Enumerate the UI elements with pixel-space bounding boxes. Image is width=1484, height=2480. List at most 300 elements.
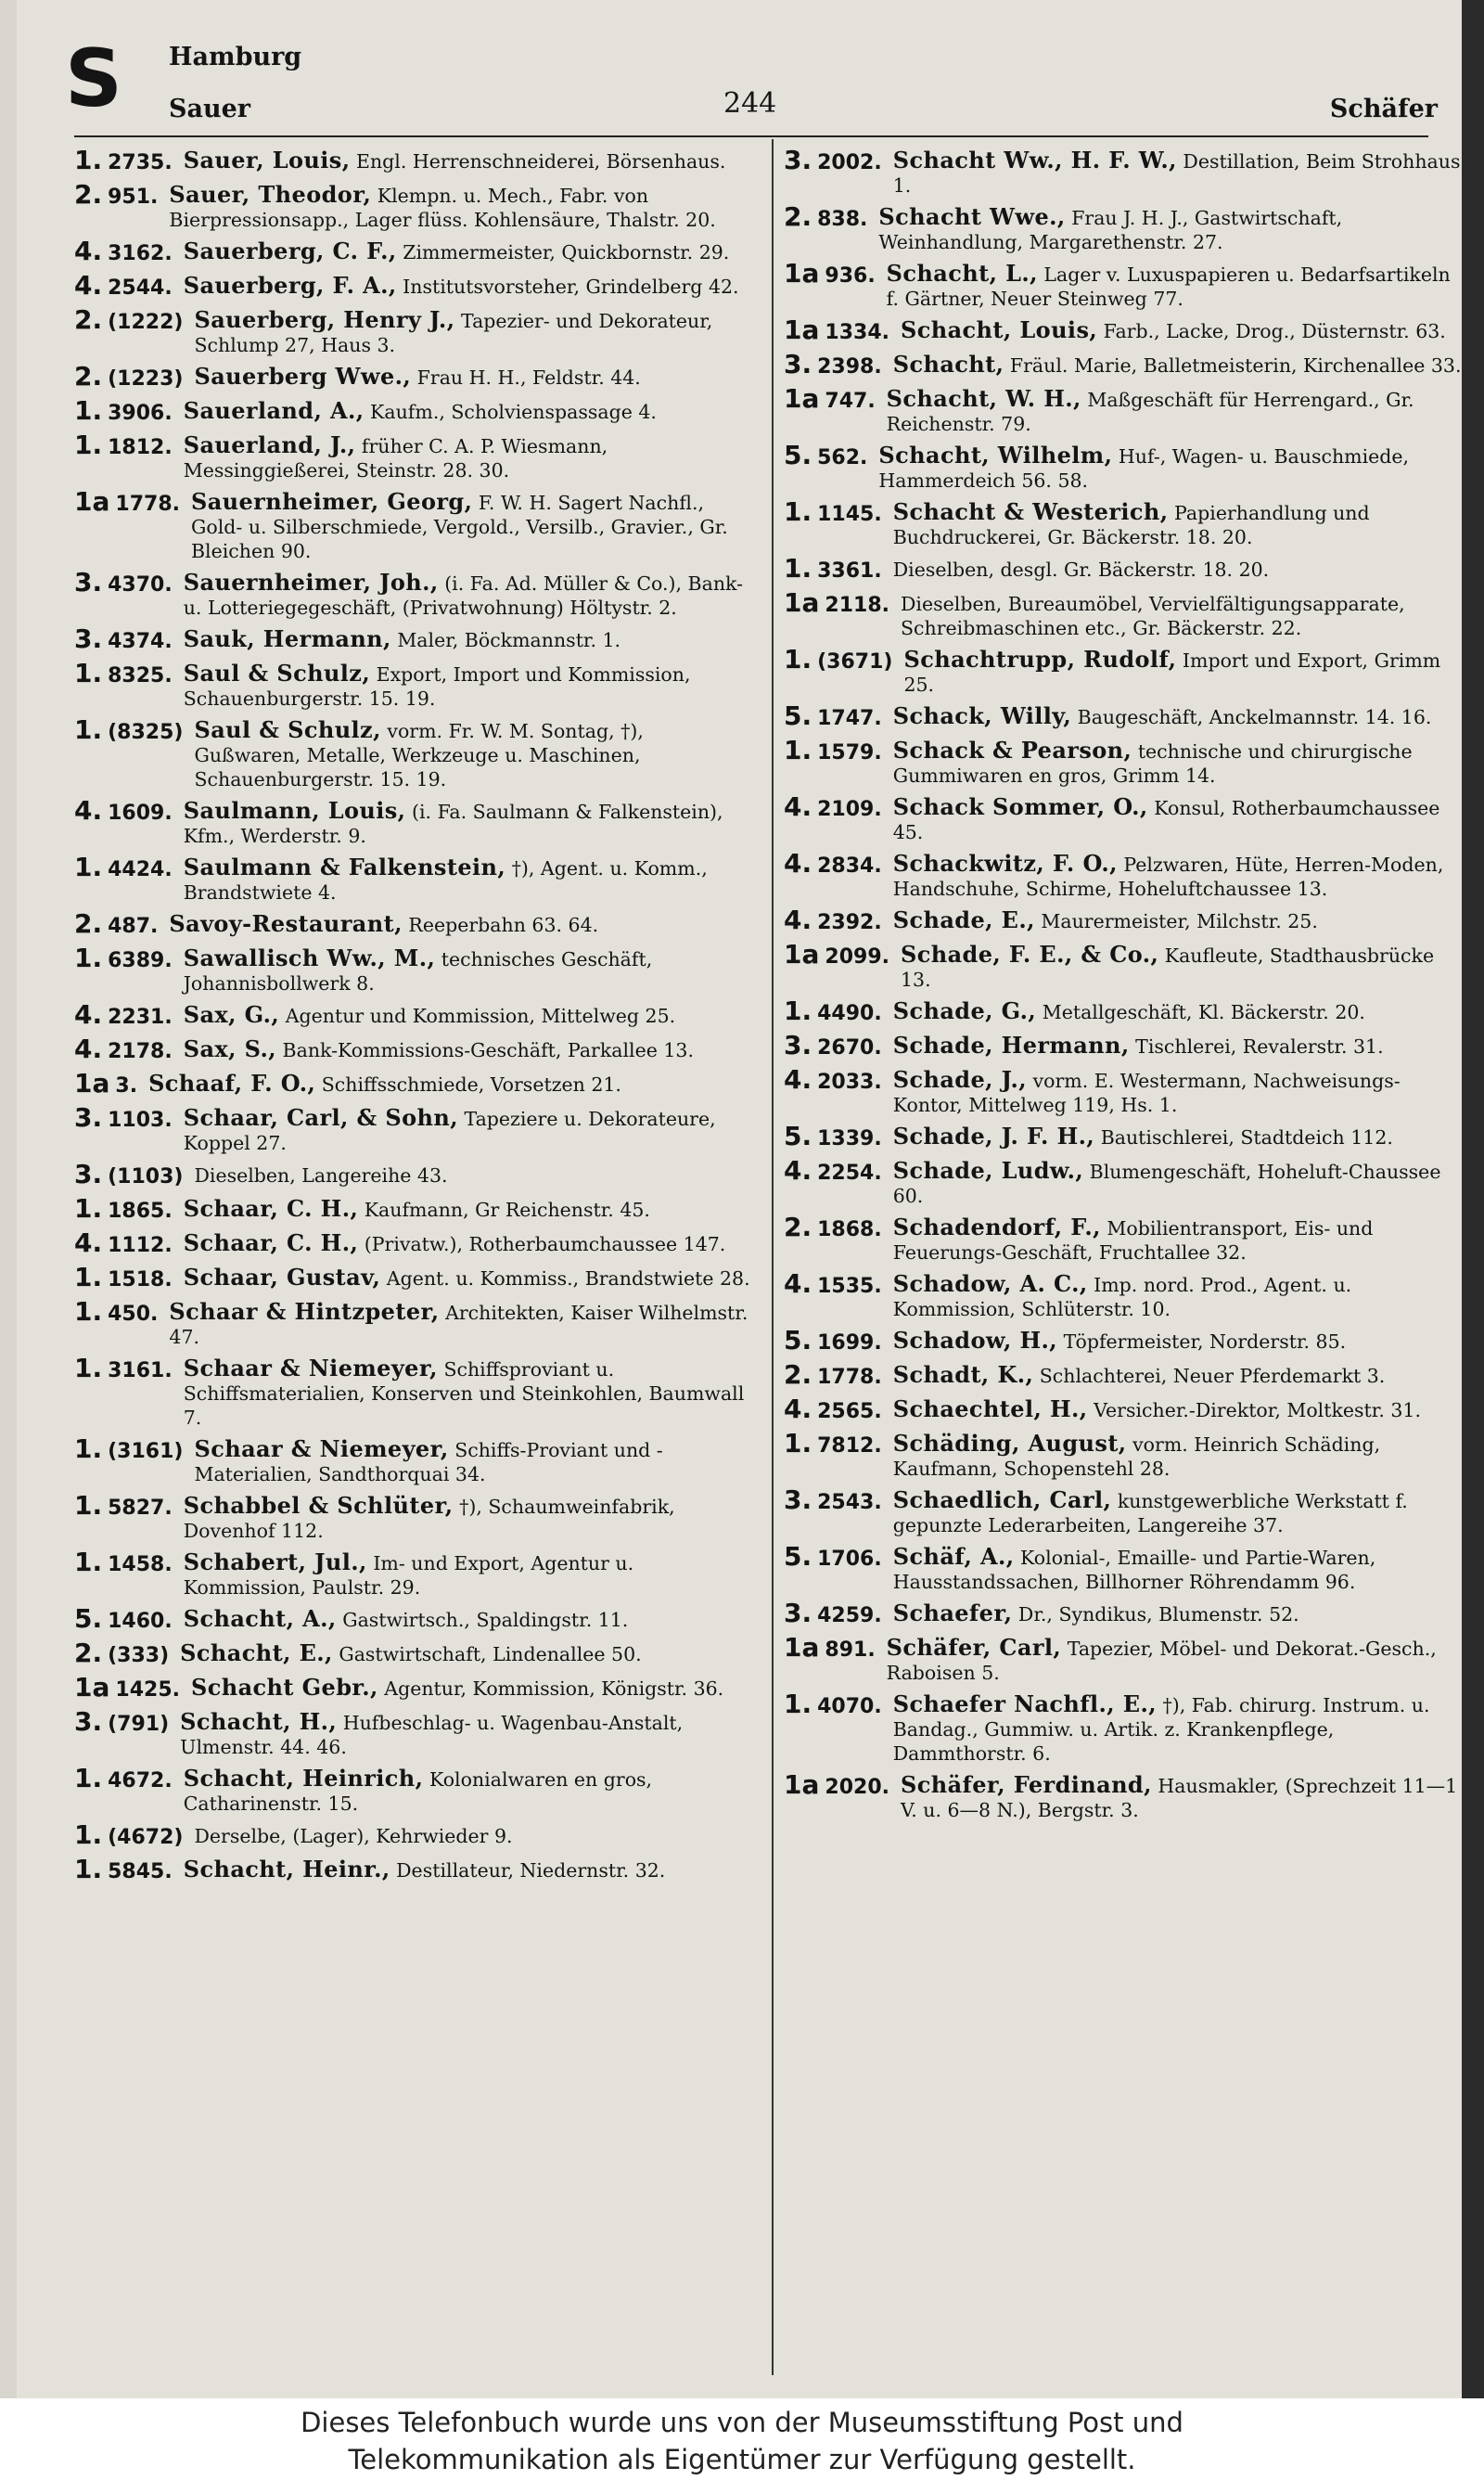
subscriber-name: Schäfer, Carl, bbox=[886, 1634, 1062, 1661]
entry-text bbox=[893, 557, 1465, 582]
phone-number bbox=[74, 1159, 194, 1189]
subscriber-name: Schack Sommer, O., bbox=[892, 793, 1148, 820]
subscriber-name: Schäf, A., bbox=[892, 1543, 1015, 1570]
phone-number bbox=[74, 714, 194, 745]
subscriber-name: Sauerland, A., bbox=[183, 397, 365, 424]
subscriber-name: Sauer, Theodor, bbox=[169, 181, 372, 208]
exchange-district: 3. bbox=[784, 1030, 812, 1060]
entry-text bbox=[893, 795, 1465, 844]
phone-number bbox=[74, 1034, 184, 1064]
line-number: 1460. bbox=[108, 1610, 173, 1633]
subscriber-details: Derselbe, (Lager), Kehrwieder 9. bbox=[194, 1825, 513, 1847]
directory-entry bbox=[784, 1394, 1465, 1424]
subscriber-name: Sauernheimer, Georg, bbox=[190, 488, 473, 515]
exchange-district: 1. bbox=[74, 1262, 103, 1292]
line-number: 2543. bbox=[817, 1491, 882, 1514]
exchange-district: 4. bbox=[784, 1064, 812, 1095]
directory-entry bbox=[784, 1064, 1465, 1117]
line-number: 1458. bbox=[108, 1553, 173, 1576]
subscriber-name: Sauer, Louis, bbox=[183, 148, 351, 173]
subscriber-name: Schäfer, Ferdinand, bbox=[900, 1771, 1152, 1798]
subscriber-name: Schadt, K., bbox=[892, 1361, 1034, 1388]
exchange-district: 1a bbox=[784, 1632, 820, 1663]
line-number: 1535. bbox=[817, 1275, 882, 1298]
exchange-district: 4. bbox=[784, 905, 812, 935]
exchange-district: 1a bbox=[74, 1672, 110, 1703]
directory-entry bbox=[74, 430, 756, 482]
subscriber-name: Schaar, C. H., bbox=[183, 1195, 359, 1222]
entry-text bbox=[887, 1636, 1465, 1685]
subscriber-name: Schade, F. E., & Co., bbox=[900, 941, 1159, 968]
directory-entry bbox=[784, 848, 1465, 901]
entry-text bbox=[194, 1437, 756, 1486]
subscriber-name: Schacht, Louis, bbox=[900, 316, 1098, 343]
subscriber-name: Schacht, bbox=[892, 351, 1004, 378]
subscriber-name: Schachtrupp, Rudolf, bbox=[903, 646, 1177, 673]
phone-number bbox=[784, 1064, 893, 1095]
subscriber-details: Tapeziere u. Dekorateure, Koppel 27. bbox=[183, 1108, 716, 1154]
line-number: 4070. bbox=[817, 1695, 882, 1718]
exchange-district: 5. bbox=[784, 1325, 812, 1356]
phone-number bbox=[74, 148, 184, 175]
exchange-district: 2. bbox=[784, 1359, 812, 1390]
directory-entry bbox=[784, 148, 1465, 198]
directory-entry bbox=[784, 1484, 1465, 1537]
entry-text bbox=[893, 852, 1465, 901]
subscriber-name: Schade, J. F. H., bbox=[892, 1123, 1095, 1150]
entry-text bbox=[893, 1329, 1465, 1354]
phone-number bbox=[784, 1689, 893, 1719]
directory-entry bbox=[784, 201, 1465, 254]
exchange-district: 1a bbox=[784, 939, 820, 970]
exchange-district: 1. bbox=[74, 852, 103, 882]
subscriber-details: Dieselben, desgl. Gr. Bäckerstr. 18. 20. bbox=[892, 559, 1270, 581]
entry-text bbox=[184, 274, 756, 299]
subscriber-name: Saul & Schulz, bbox=[194, 716, 381, 743]
phone-number bbox=[74, 1638, 180, 1668]
exchange-district: 3. bbox=[74, 1102, 103, 1133]
line-number: (4672) bbox=[108, 1826, 184, 1849]
phone-number bbox=[74, 1763, 184, 1793]
directory-entry bbox=[784, 700, 1465, 731]
line-number: 2670. bbox=[817, 1036, 882, 1060]
phone-number bbox=[784, 791, 893, 822]
subscriber-details: Klempn. u. Mech., Fabr. von Bierpressionsapp., Lager flüss. Kohlensäure, Thalstr. 20. bbox=[169, 185, 716, 231]
entry-text bbox=[184, 946, 756, 996]
subscriber-details: Dieselben, Bureaumöbel, Vervielfältigungsapparate, Schreibmaschinen etc., Gr. Bäckerstr. 22. bbox=[900, 593, 1405, 639]
subscriber-details: technisches Geschäft, Johannisbollwerk 8. bbox=[183, 948, 653, 995]
line-number: 1778. bbox=[115, 493, 180, 516]
line-number: 4374. bbox=[108, 630, 173, 653]
entry-text bbox=[893, 1432, 1465, 1481]
subscriber-name: Sauerberg, Henry J., bbox=[194, 306, 455, 333]
subscriber-details: Agent. u. Kommiss., Brandstwiete 28. bbox=[386, 1267, 750, 1290]
directory-entry bbox=[784, 735, 1465, 788]
exchange-district: 3. bbox=[74, 567, 103, 598]
phone-number bbox=[74, 658, 184, 688]
subscriber-details: Kolonialwaren en gros, Catharinenstr. 15. bbox=[183, 1768, 653, 1815]
phone-number bbox=[74, 430, 184, 460]
subscriber-details: Destillateur, Niedernstr. 32. bbox=[396, 1859, 666, 1882]
directory-entry bbox=[74, 1296, 756, 1349]
line-number: 1518. bbox=[108, 1268, 173, 1291]
directory-entry bbox=[74, 1068, 756, 1099]
subscriber-details: technische und chirurgische Gummiwaren en gros, Grimm 14. bbox=[892, 740, 1413, 787]
directory-entry bbox=[784, 1689, 1465, 1766]
subscriber-name: Schacht, Wilhelm, bbox=[878, 442, 1113, 469]
line-number: 2099. bbox=[825, 945, 889, 969]
phone-number bbox=[74, 1854, 184, 1884]
directory-entry bbox=[784, 1598, 1465, 1628]
line-number: 1145. bbox=[817, 503, 882, 526]
phone-number bbox=[784, 1394, 893, 1424]
line-number: 3162. bbox=[108, 242, 173, 265]
line-number: 951. bbox=[108, 186, 159, 209]
directory-entry bbox=[74, 236, 756, 266]
exchange-district: 1a bbox=[784, 315, 820, 345]
line-number: (1222) bbox=[108, 311, 184, 334]
directory-entry bbox=[74, 148, 756, 175]
exchange-district: 2. bbox=[784, 1212, 812, 1242]
phone-number bbox=[784, 644, 903, 675]
entry-text bbox=[893, 353, 1465, 378]
line-number: 1609. bbox=[108, 802, 173, 825]
subscriber-name: Saul & Schulz, bbox=[183, 660, 371, 687]
subscriber-name: Schacht, E., bbox=[180, 1639, 333, 1666]
subscriber-details: Schiffsschmiede, Vorsetzen 21. bbox=[321, 1073, 621, 1096]
line-number: 2392. bbox=[817, 911, 882, 934]
subscriber-name: Schadendorf, F., bbox=[892, 1214, 1101, 1240]
subscriber-name: Sax, G., bbox=[183, 1001, 280, 1028]
line-number: 7812. bbox=[817, 1434, 882, 1458]
entry-text bbox=[893, 148, 1465, 198]
subscriber-details: Metallgeschäft, Kl. Bäckerstr. 20. bbox=[1042, 1001, 1365, 1023]
exchange-district: 1. bbox=[784, 1428, 812, 1458]
subscriber-name: Schabert, Jul., bbox=[183, 1548, 367, 1575]
phone-number bbox=[74, 1603, 184, 1634]
entry-text bbox=[893, 1272, 1465, 1321]
exchange-district: 1. bbox=[784, 735, 812, 765]
subscriber-details: Tapezier- und Dekorateur, Schlump 27, Haus 3. bbox=[194, 310, 713, 356]
exchange-district: 1a bbox=[784, 587, 820, 618]
entry-text bbox=[184, 855, 756, 905]
directory-entry bbox=[784, 349, 1465, 379]
exchange-district: 4. bbox=[784, 1155, 812, 1186]
subscriber-name: Schacht Wwe., bbox=[878, 203, 1066, 230]
entry-text bbox=[893, 1068, 1465, 1117]
exchange-district: 1a bbox=[74, 1068, 110, 1099]
entry-text bbox=[184, 1266, 756, 1291]
phone-number bbox=[74, 1227, 184, 1258]
subscriber-details: Frau H. H., Feldstr. 44. bbox=[416, 366, 641, 389]
entry-text bbox=[169, 183, 756, 232]
line-number: 5845. bbox=[108, 1860, 173, 1883]
phone-number bbox=[784, 1155, 893, 1186]
subscriber-details: Frau J. H. J., Gastwirtschaft, Weinhandlung, Margarethenstr. 27. bbox=[878, 207, 1343, 253]
directory-entry bbox=[784, 905, 1465, 935]
subscriber-details: Töpfermeister, Norderstr. 85. bbox=[1063, 1330, 1347, 1353]
entry-text bbox=[887, 387, 1465, 436]
entry-text bbox=[194, 1823, 756, 1848]
entry-text bbox=[148, 1072, 756, 1097]
exchange-district: 1. bbox=[784, 644, 812, 675]
entry-text bbox=[901, 591, 1465, 640]
line-number: 936. bbox=[825, 264, 876, 288]
entry-text bbox=[893, 999, 1465, 1024]
exchange-district: 5. bbox=[784, 700, 812, 731]
subscriber-name: Schacht & Westerich, bbox=[892, 498, 1169, 525]
subscriber-name: Schacht, L., bbox=[886, 260, 1038, 287]
directory-entry bbox=[784, 1359, 1465, 1390]
subscriber-name: Schade, E., bbox=[892, 906, 1035, 933]
exchange-district: 1. bbox=[74, 148, 103, 175]
phone-number bbox=[784, 1484, 893, 1515]
entry-text bbox=[184, 571, 756, 620]
directory-entry bbox=[784, 939, 1465, 992]
line-number: (333) bbox=[108, 1644, 170, 1667]
subscriber-details: (i. Fa. Ad. Müller & Co.), Bank- u. Lotteriegegeschäft, (Privatwohnung) Höltystr. 2. bbox=[183, 572, 744, 619]
directory-entry bbox=[784, 1769, 1465, 1822]
entry-text bbox=[893, 500, 1465, 549]
directory-entry bbox=[74, 486, 756, 563]
exchange-district: 5. bbox=[784, 440, 812, 470]
phone-number bbox=[74, 623, 184, 654]
entry-text bbox=[184, 1550, 756, 1600]
exchange-district: 1. bbox=[74, 395, 103, 426]
entry-text bbox=[184, 148, 756, 173]
line-number: 1339. bbox=[817, 1127, 882, 1150]
exchange-district: 1a bbox=[784, 1769, 820, 1800]
directory-entry bbox=[74, 567, 756, 620]
phone-number bbox=[74, 395, 184, 426]
phone-number bbox=[784, 440, 878, 470]
phone-number bbox=[784, 148, 893, 175]
directory-entry bbox=[74, 1638, 756, 1668]
line-number: 2178. bbox=[108, 1040, 173, 1063]
exchange-district: 4. bbox=[784, 848, 812, 879]
line-number: 2033. bbox=[817, 1071, 882, 1094]
section-letter: S bbox=[65, 32, 122, 125]
phone-number bbox=[784, 1598, 893, 1628]
entry-text bbox=[194, 718, 756, 791]
phone-number bbox=[74, 1672, 191, 1703]
entry-text bbox=[893, 739, 1465, 788]
phone-number bbox=[74, 1296, 169, 1327]
subscriber-name: Schacht, Heinrich, bbox=[183, 1765, 424, 1792]
subscriber-name: Schabbel & Schlüter, bbox=[183, 1492, 454, 1519]
entry-text bbox=[194, 365, 756, 390]
exchange-district: 1. bbox=[74, 430, 103, 460]
subscriber-details: Gastwirtsch., Spaldingstr. 11. bbox=[342, 1609, 629, 1631]
line-number: 1865. bbox=[108, 1200, 173, 1223]
line-number: 1103. bbox=[108, 1109, 173, 1132]
directory-entry bbox=[74, 1706, 756, 1759]
entry-text bbox=[184, 1356, 756, 1430]
directory-entry bbox=[74, 361, 756, 392]
line-number: 3361. bbox=[817, 559, 882, 583]
subscriber-details: Kolonial-, Emaille- und Partie-Waren, Hausstandssachen, Billhorner Röhrendamm 96. bbox=[892, 1547, 1376, 1593]
directory-entry bbox=[784, 1541, 1465, 1594]
subscriber-details: Blumengeschäft, Hoheluft-Chaussee 60. bbox=[892, 1161, 1441, 1207]
subscriber-name: Schack & Pearson, bbox=[892, 737, 1132, 764]
entry-text bbox=[194, 308, 756, 357]
entry-text bbox=[893, 1034, 1465, 1059]
directory-entry bbox=[74, 304, 756, 357]
line-number: (1103) bbox=[108, 1165, 184, 1189]
phone-number bbox=[784, 939, 901, 970]
subscriber-details: kunstgewerbliche Werkstatt f. gepunzte Lederarbeiten, Langereihe 37. bbox=[892, 1490, 1408, 1536]
entry-text bbox=[893, 1159, 1465, 1208]
directory-entry bbox=[784, 440, 1465, 493]
subscriber-details: Schiffsproviant u. Schiffsmaterialien, Konserven und Steinkohlen, Baumwall 7. bbox=[183, 1358, 745, 1429]
exchange-district: 3. bbox=[784, 1598, 812, 1628]
exchange-district: 1. bbox=[74, 1490, 103, 1521]
phone-number bbox=[74, 795, 184, 826]
phone-number bbox=[784, 587, 901, 618]
line-number: 1706. bbox=[817, 1548, 882, 1571]
entry-text bbox=[893, 1124, 1465, 1150]
phone-number bbox=[74, 1193, 184, 1224]
line-number: 1579. bbox=[817, 741, 882, 765]
directory-entry bbox=[74, 270, 756, 301]
exchange-district: 4. bbox=[74, 795, 103, 826]
directory-entry bbox=[784, 1030, 1465, 1060]
exchange-district: 1. bbox=[784, 996, 812, 1026]
exchange-district: 1. bbox=[784, 553, 812, 584]
phone-number bbox=[784, 201, 878, 232]
exchange-district: 2. bbox=[784, 201, 812, 232]
directory-entry bbox=[74, 1672, 756, 1703]
phone-number bbox=[74, 486, 191, 517]
directory-entry bbox=[784, 1212, 1465, 1265]
subscriber-name: Sauerberg Wwe., bbox=[194, 363, 412, 390]
exchange-district: 4. bbox=[784, 1394, 812, 1424]
entry-text bbox=[893, 1363, 1465, 1388]
entry-text bbox=[893, 1397, 1465, 1422]
line-number: 3. bbox=[115, 1074, 138, 1098]
line-number: 1334. bbox=[825, 321, 889, 344]
subscriber-details: Maler, Böckmannstr. 1. bbox=[397, 629, 621, 651]
entry-text bbox=[903, 648, 1465, 697]
subscriber-details: Tischlerei, Revalerstr. 31. bbox=[1135, 1035, 1384, 1058]
subscriber-name: Schaar, C. H., bbox=[183, 1229, 359, 1256]
phone-number bbox=[74, 1068, 148, 1099]
phone-number bbox=[784, 1428, 893, 1458]
directory-entry bbox=[784, 496, 1465, 549]
directory-entry bbox=[74, 179, 756, 232]
exchange-district: 1. bbox=[74, 1353, 103, 1383]
subscriber-name: Sauerland, J., bbox=[183, 431, 356, 458]
subscriber-details: (i. Fa. Saulmann & Falkenstein), Kfm., Werderstr. 9. bbox=[183, 801, 723, 847]
subscriber-name: Schack, Willy, bbox=[892, 702, 1072, 729]
phone-number bbox=[74, 1547, 184, 1577]
last-catchword: Schäfer bbox=[1329, 95, 1438, 123]
line-number: 5827. bbox=[108, 1497, 173, 1520]
phone-number bbox=[784, 1541, 893, 1572]
subscriber-name: Schacht Gebr., bbox=[190, 1674, 378, 1701]
first-catchword: Sauer bbox=[169, 95, 251, 123]
directory-entry bbox=[784, 1155, 1465, 1208]
exchange-district: 1. bbox=[784, 496, 812, 527]
subscriber-details: vorm. E. Westermann, Nachweisungs-Kontor, Mittelweg 119, Hs. 1. bbox=[892, 1070, 1401, 1116]
subscriber-details: Engl. Herrenschneiderei, Börsenhaus. bbox=[355, 150, 726, 173]
subscriber-details: Konsul, Rotherbaumchaussee 45. bbox=[892, 797, 1440, 843]
directory-entry bbox=[74, 1193, 756, 1224]
exchange-district: 2. bbox=[74, 908, 103, 939]
exchange-district: 2. bbox=[74, 179, 103, 210]
line-number: 4370. bbox=[108, 573, 173, 597]
entry-text bbox=[184, 1003, 756, 1028]
subscriber-details: Kaufmann, Gr Reichenstr. 45. bbox=[364, 1199, 650, 1221]
entry-text bbox=[184, 1037, 756, 1062]
line-number: 1747. bbox=[817, 707, 882, 730]
subscriber-details: Farb., Lacke, Drog., Düsternstr. 63. bbox=[1103, 320, 1446, 342]
subscriber-details: Mobilientransport, Eis- und Feuerungs-Geschäft, Fruchtallee 32. bbox=[892, 1217, 1374, 1264]
phone-number bbox=[784, 349, 893, 379]
subscriber-details: Maurermeister, Milchstr. 25. bbox=[1041, 910, 1318, 932]
line-number: 1112. bbox=[108, 1234, 173, 1257]
phone-number bbox=[74, 908, 169, 939]
subscriber-details: Import und Export, Grimm 25. bbox=[903, 649, 1441, 696]
directory-entry bbox=[74, 714, 756, 791]
line-number: 6389. bbox=[108, 949, 173, 972]
exchange-district: 1. bbox=[74, 943, 103, 973]
directory-entry bbox=[74, 795, 756, 848]
phone-number bbox=[784, 258, 887, 289]
exchange-district: 5. bbox=[784, 1121, 812, 1151]
entry-text bbox=[184, 1857, 756, 1882]
phone-number bbox=[74, 1353, 184, 1383]
phone-number bbox=[784, 1325, 893, 1356]
line-number: 2735. bbox=[108, 151, 173, 174]
subscriber-details: Lager v. Luxuspapieren u. Bedarfsartikeln f. Gärtner, Neuer Steinweg 77. bbox=[886, 263, 1451, 310]
exchange-district: 4. bbox=[74, 1034, 103, 1064]
column-divider bbox=[772, 139, 774, 2375]
subscriber-details: Gastwirtschaft, Lindenallee 50. bbox=[339, 1643, 642, 1665]
directory-entry bbox=[74, 1262, 756, 1292]
entry-text bbox=[893, 1488, 1465, 1537]
subscriber-details: Huf-, Wagen- u. Bauschmiede, Hammerdeich 56. 58. bbox=[878, 445, 1410, 492]
subscriber-name: Saulmann & Falkenstein, bbox=[183, 854, 506, 880]
directory-entry bbox=[784, 791, 1465, 844]
directory-entry bbox=[74, 658, 756, 711]
subscriber-name: Schacht, W. H., bbox=[886, 385, 1081, 412]
line-number: 4259. bbox=[817, 1604, 882, 1627]
directory-entry bbox=[784, 1268, 1465, 1321]
line-number: 562. bbox=[817, 446, 868, 469]
exchange-district: 3. bbox=[784, 1484, 812, 1515]
line-number: (791) bbox=[108, 1713, 170, 1736]
subscriber-details: Architekten, Kaiser Wilhelmstr. 47. bbox=[169, 1302, 748, 1348]
entry-text bbox=[194, 1163, 756, 1188]
exchange-district: 5. bbox=[74, 1603, 103, 1634]
header-rule bbox=[74, 135, 1428, 137]
exchange-district: 1. bbox=[74, 1296, 103, 1327]
entry-text bbox=[184, 399, 756, 424]
entry-text bbox=[901, 943, 1465, 992]
exchange-district: 1a bbox=[784, 258, 820, 289]
subscriber-name: Schaar & Hintzpeter, bbox=[169, 1298, 440, 1325]
subscriber-name: Sauerberg, F. A., bbox=[183, 272, 397, 299]
line-number: 2231. bbox=[108, 1006, 173, 1029]
subscriber-name: Sawallisch Ww., M., bbox=[183, 944, 436, 971]
subscriber-name: Schacht, Heinr., bbox=[183, 1856, 390, 1882]
entry-text bbox=[180, 1641, 756, 1666]
phone-number bbox=[784, 1121, 893, 1151]
subscriber-details: Agentur und Kommission, Mittelweg 25. bbox=[285, 1005, 676, 1027]
line-number: 2002. bbox=[817, 151, 882, 174]
subscriber-details: Dieselben, Langereihe 43. bbox=[194, 1164, 448, 1187]
